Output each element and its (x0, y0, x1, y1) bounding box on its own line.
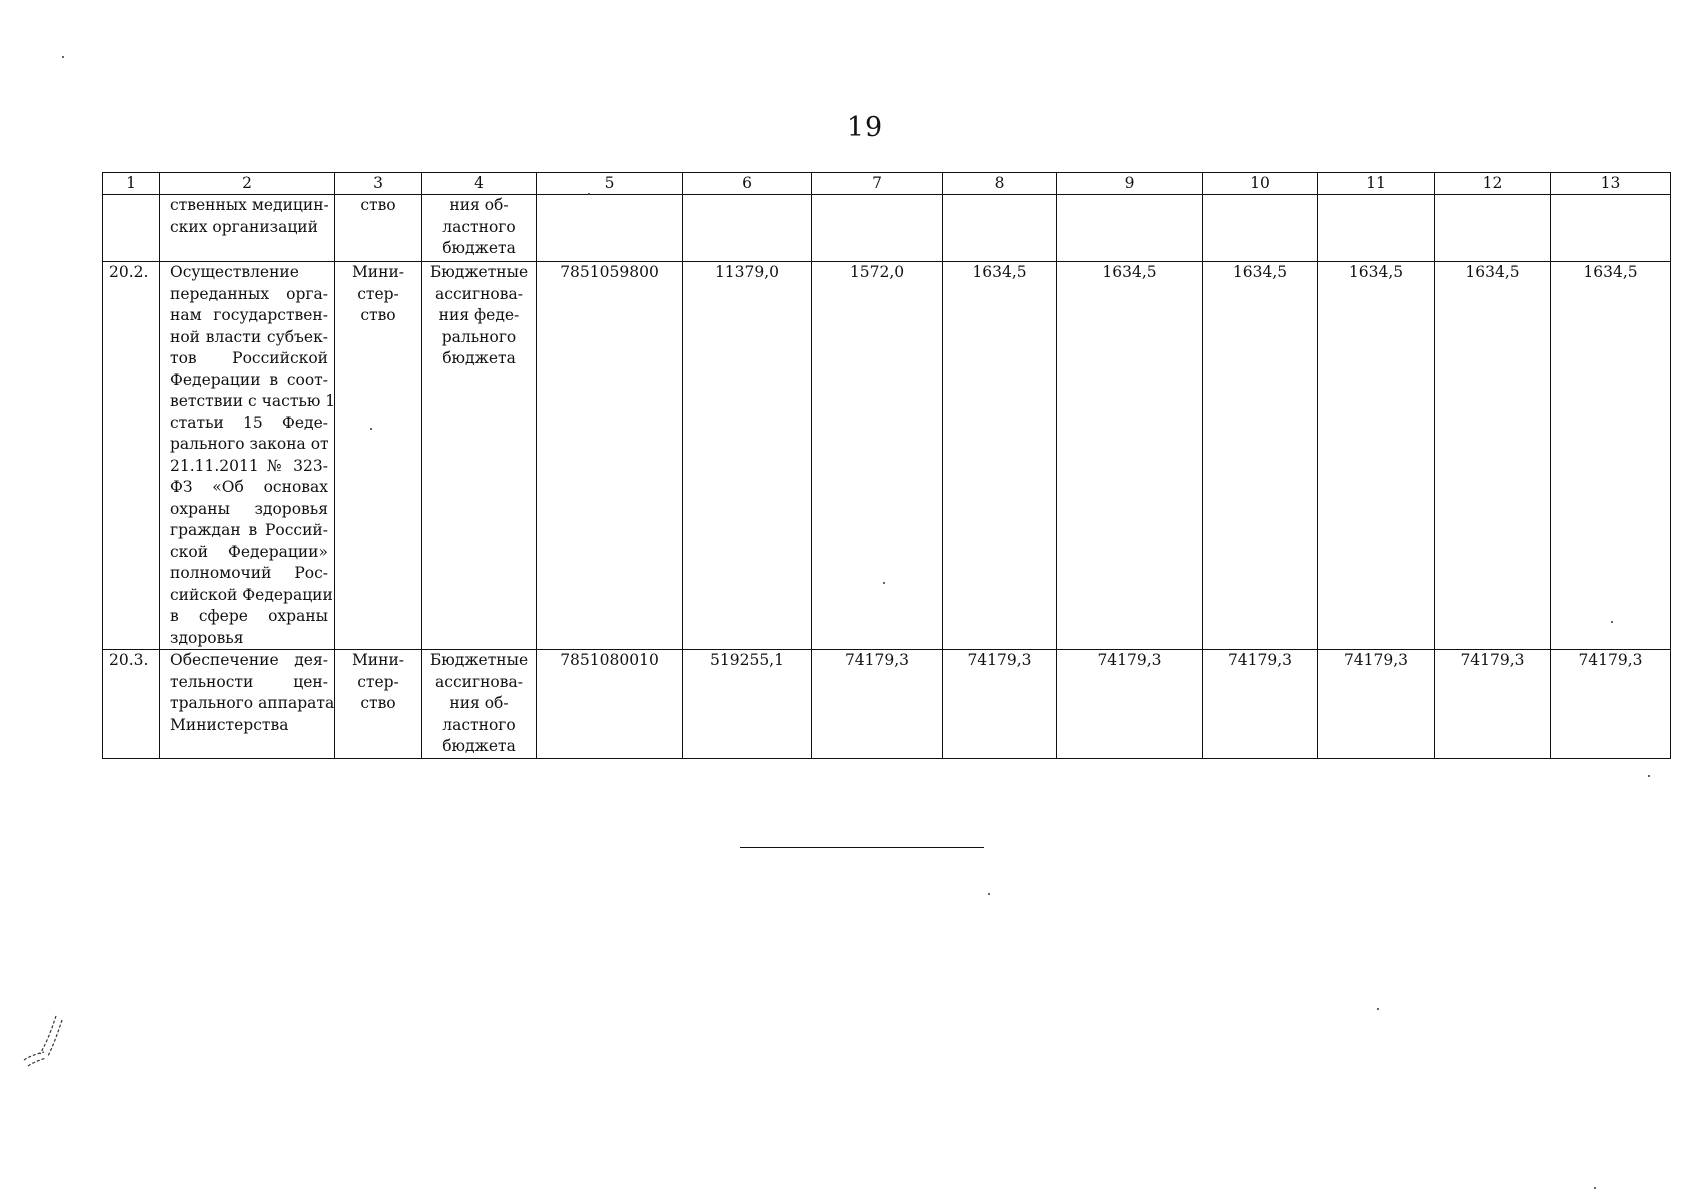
executor-cell (335, 650, 422, 759)
page-number: 19 (846, 112, 884, 143)
value-cell (812, 195, 943, 262)
source-line: бюджета (442, 239, 516, 257)
value-cell (683, 195, 812, 262)
source-line: Бюджетные (429, 651, 529, 669)
value-cell: 74179,3 (1318, 650, 1435, 759)
source-line: ния об- (449, 694, 509, 712)
source-line: ассигнова- (435, 672, 523, 691)
value-cell: 74179,3 (1203, 650, 1318, 759)
value-cell (1551, 195, 1671, 262)
value-cell (1435, 195, 1551, 262)
source-line: ассигнова- (435, 284, 523, 303)
value-cell (943, 195, 1057, 262)
column-header: 10 (1203, 173, 1318, 195)
table-row-continuation (103, 195, 1671, 262)
scan-speck (1648, 775, 1650, 777)
table-row (103, 650, 1671, 759)
executor-line: стер- (357, 284, 399, 303)
value-cell: 74179,3 (812, 650, 943, 759)
description-cell (160, 262, 335, 650)
scan-speck (370, 428, 372, 430)
description-line: Федерации в соот- (170, 370, 328, 389)
description-line: рального закона от (170, 435, 329, 453)
header-row (103, 173, 1671, 195)
description-line: полномочий Рос- (170, 564, 328, 582)
description-line: тельности цен- (170, 672, 328, 691)
column-header: 8 (943, 173, 1057, 195)
executor-line: ство (360, 694, 396, 712)
source-line: ния об- (449, 196, 509, 214)
row-number-cell: 20.2. (103, 262, 160, 650)
table-row (103, 262, 1671, 650)
column-header: 7 (812, 173, 943, 195)
source-cell (422, 195, 537, 262)
executor-line: ство (360, 306, 396, 324)
source-cell (422, 262, 537, 650)
executor-cell (335, 262, 422, 650)
description-cell (160, 650, 335, 759)
code-cell (537, 195, 683, 262)
value-cell (1318, 195, 1435, 262)
budget-table (102, 172, 1671, 759)
column-header: 3 (335, 173, 422, 195)
value-cell: 74179,3 (943, 650, 1057, 759)
column-header: 5 (537, 173, 683, 195)
source-line: ластного (442, 715, 516, 734)
scan-speck (62, 56, 64, 58)
description-line: ФЗ «Об основах (170, 478, 328, 496)
column-header: 2 (160, 173, 335, 195)
scan-speck (1377, 1008, 1379, 1010)
value-cell: 11379,0 (683, 262, 812, 650)
column-header: 13 (1551, 173, 1671, 195)
description-line: охраны здоровья (170, 499, 328, 518)
source-line: ния феде- (438, 306, 520, 324)
scan-speck (988, 893, 990, 895)
executor-line: Мини- (351, 263, 405, 281)
source-line: бюджета (442, 737, 516, 755)
column-header: 1 (103, 173, 160, 195)
value-cell: 519255,1 (683, 650, 812, 759)
column-header: 6 (683, 173, 812, 195)
description-line: Осуществление (170, 263, 299, 281)
description-line: ственных медицин- (170, 196, 329, 214)
description-line: ских организаций (170, 217, 318, 236)
row-number-cell: 20.3. (103, 650, 160, 759)
row-number-cell (103, 195, 160, 262)
value-cell: 1634,5 (943, 262, 1057, 650)
source-line: бюджета (442, 349, 516, 367)
value-cell: 74179,3 (1551, 650, 1671, 759)
scan-speck (588, 193, 590, 195)
signature-mark (18, 1010, 68, 1070)
description-cell (160, 195, 335, 262)
executor-line: Мини- (351, 651, 405, 669)
description-line: граждан в Россий- (170, 521, 328, 539)
closing-rule (740, 847, 984, 848)
scan-speck (883, 582, 885, 584)
value-cell: 74179,3 (1435, 650, 1551, 759)
description-line: тов Российской (170, 349, 328, 367)
source-cell (422, 650, 537, 759)
value-cell: 1634,5 (1057, 262, 1203, 650)
description-line: статьи 15 Феде- (170, 413, 328, 432)
column-header: 4 (422, 173, 537, 195)
scan-speck (1594, 1187, 1596, 1189)
description-line: сийской Федерации (170, 585, 333, 604)
column-header: 12 (1435, 173, 1551, 195)
description-line: 21.11.2011 № 323- (170, 456, 328, 475)
column-header: 11 (1318, 173, 1435, 195)
value-cell (1057, 195, 1203, 262)
value-cell: 1634,5 (1551, 262, 1671, 650)
value-cell: 1634,5 (1318, 262, 1435, 650)
description-line: переданных орга- (170, 284, 328, 303)
description-line: в сфере охраны (170, 607, 328, 625)
description-line: трального аппарата (170, 694, 335, 712)
executor-line: стер- (357, 672, 399, 691)
description-line: ной власти субъек- (170, 327, 328, 346)
description-line: ской Федерации» (170, 542, 328, 561)
source-line: Бюджетные (429, 263, 529, 281)
source-line: рального (441, 327, 517, 346)
executor-cell (335, 195, 422, 262)
source-line: ластного (442, 217, 516, 236)
value-cell: 1572,0 (812, 262, 943, 650)
value-cell (1203, 195, 1318, 262)
description-line: ветствии с частью 1 (170, 392, 336, 410)
description-line: Обеспечение дея- (170, 651, 328, 669)
code-cell: 7851059800 (537, 262, 683, 650)
description-line: нам государствен- (170, 306, 328, 324)
scan-speck (1611, 621, 1613, 623)
code-cell: 7851080010 (537, 650, 683, 759)
description-line: здоровья (170, 628, 244, 647)
description-line: Министерства (170, 715, 289, 734)
executor-line: ство (360, 196, 396, 214)
value-cell: 1634,5 (1203, 262, 1318, 650)
value-cell: 74179,3 (1057, 650, 1203, 759)
column-header: 9 (1057, 173, 1203, 195)
value-cell: 1634,5 (1435, 262, 1551, 650)
